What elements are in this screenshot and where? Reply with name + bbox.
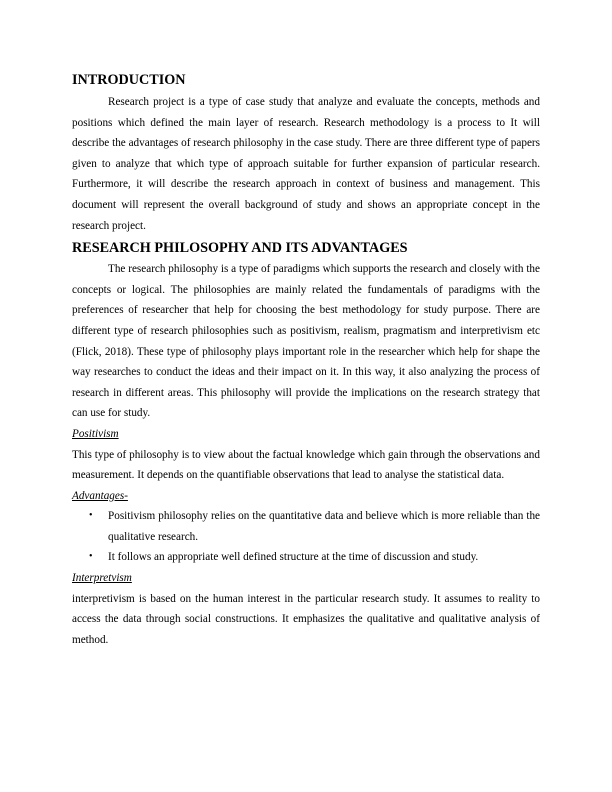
bullet-icon: • bbox=[89, 510, 93, 522]
introduction-paragraph: Research project is a type of case study that analyze and evaluate the concepts, methods and positions which defined the main layer of research. Research methodology is a process to It will describe the advantages of research philosophy in the case study. There are three different type of papers given to analyze that which type of approach suitable for further expansion of particular research. Furthermore, it will describe the research approach in context of business and management. This document will represent the overall background of study and shows an appropriate concept in the research project. bbox=[72, 96, 540, 232]
advantages-label: Advantages- bbox=[72, 489, 128, 502]
list-item bbox=[72, 506, 540, 547]
document-page bbox=[72, 70, 540, 650]
bullet-icon: • bbox=[89, 551, 93, 563]
introduction-heading: INTRODUCTION bbox=[72, 72, 186, 88]
interpretivism-subheading: Interpretvism bbox=[72, 572, 132, 585]
advantages-list bbox=[72, 506, 540, 568]
interpretivism-paragraph: interpretivism is based on the human interest in the particular research study. It assumes to reality to access the data through social constructions. It emphasizes the qualitative and qualitative analysis of method. bbox=[72, 592, 540, 646]
positivism-paragraph: This type of philosophy is to view about the factual knowledge which gain through the observations and measurement. It depends on the quantifiable observations that lead to analyse the statistical data. bbox=[72, 448, 540, 482]
philosophy-heading: RESEARCH PHILOSOPHY AND ITS ADVANTAGES bbox=[72, 240, 408, 257]
advantage-text: It follows an appropriate well defined structure at the time of discussion and study. bbox=[108, 551, 479, 564]
positivism-subheading: Positivism bbox=[72, 427, 119, 440]
philosophy-paragraph: The research philosophy is a type of paradigms which supports the research and closely with the concepts or logical. The philosophies are mainly related the fundamentals of paradigms with the preferences of researcher that help for choosing the best methodology for study purpose. There are different type of research philosophies such as positivism, realism, pragmatism and interpretivism etc (Flick, 2018). These type of philosophy plays important role in the researcher which help for shape the way researches to conduct the ideas and their impact on it. In this way, it also analyzing the process of research in different areas. This philosophy will provide the implications on the research strategy that can use for study. bbox=[72, 263, 540, 420]
list-item bbox=[72, 547, 540, 568]
advantage-text: Positivism philosophy relies on the quantitative data and believe which is more reliable than the qualitative research. bbox=[108, 510, 540, 543]
